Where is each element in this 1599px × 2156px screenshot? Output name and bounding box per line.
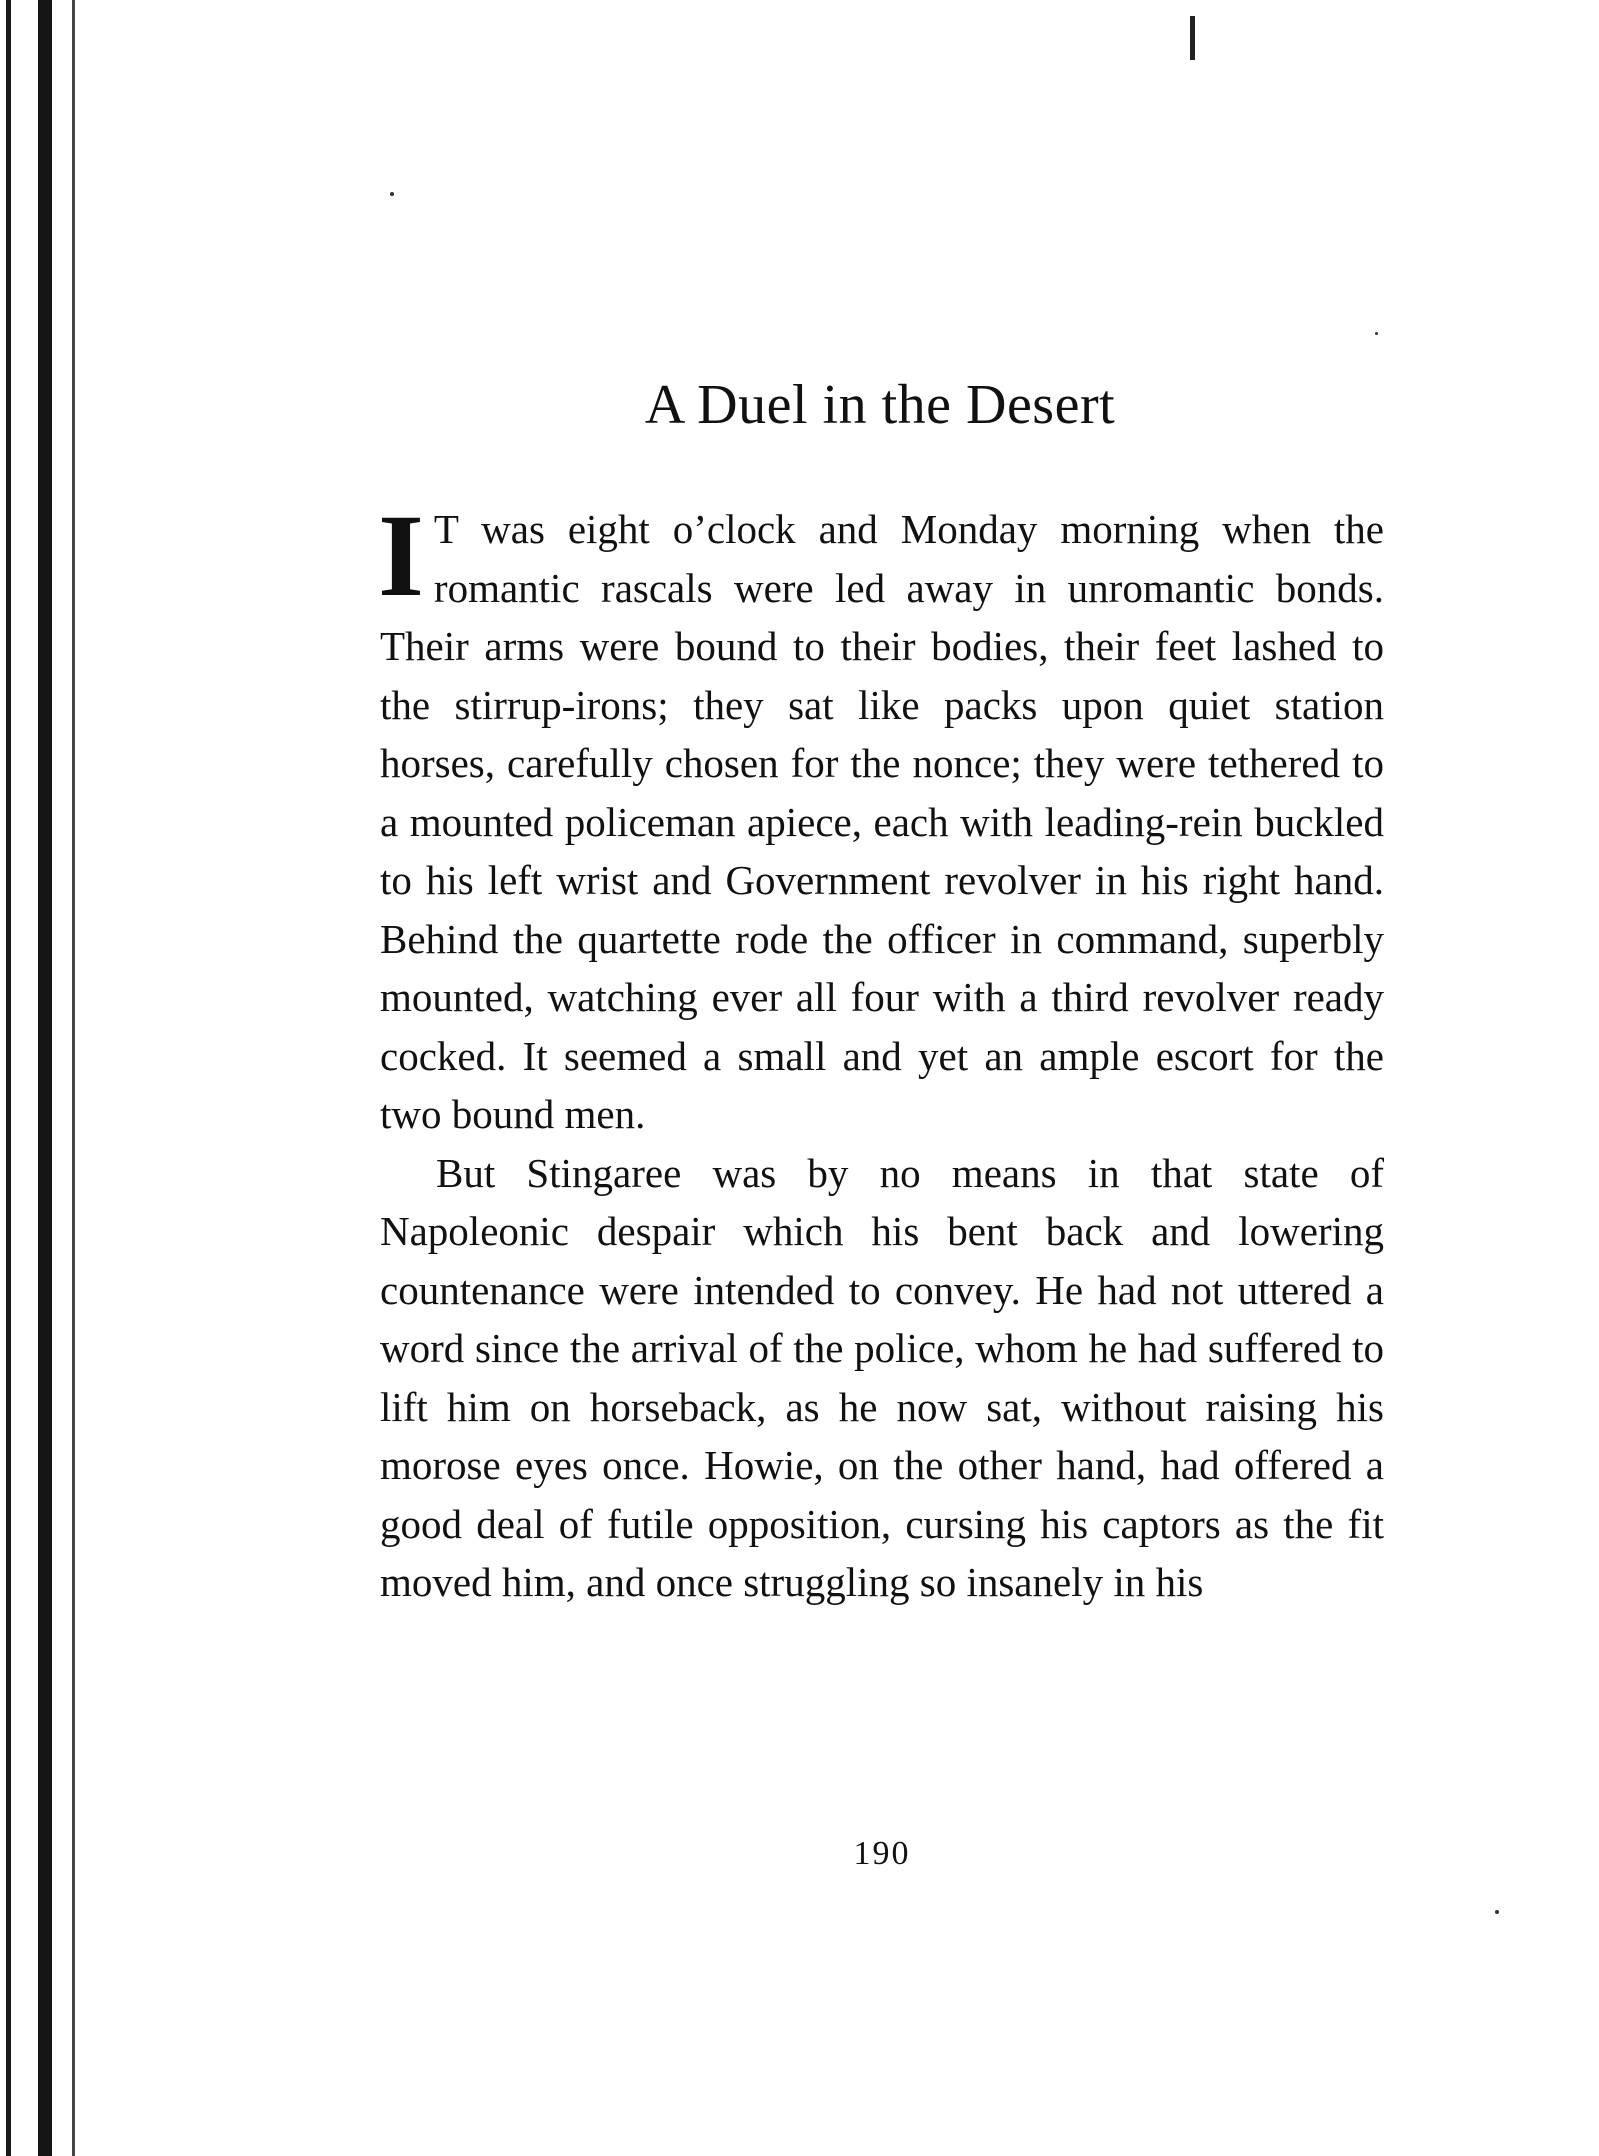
paragraph-2 — [380, 1144, 1384, 1612]
binding-line-inner — [38, 0, 52, 2156]
chapter-body — [378, 490, 1384, 1612]
paragraph-2-text: But Stingaree was by no means in that state of Napoleonic despair which his bent back and lowering countenance were intended to convey. He had not uttered a word since the arrival of the police, whom he had suffered to lift him on horseback, as he now sat, without raising his morose eyes once. Howie, on the other hand, had offered a good deal of futile opposition, cursing his captors as the fit moved him, and once struggling so insanely in his — [380, 1149, 1384, 1605]
paragraph-1 — [378, 490, 1384, 1144]
speck-bottom-right — [1495, 1910, 1499, 1914]
drop-cap: I — [378, 490, 424, 621]
binding-line-outer — [6, 0, 11, 2156]
top-page-mark — [1190, 16, 1195, 60]
speck-right — [1375, 332, 1378, 335]
paragraph-1-text: T was eight o’clock and Monday morning when the romantic rascals were led away in unromantic bonds. Their arms were bound to their bodies, their feet lashed to the stirrup-irons; they sat like packs upon quiet station horses, carefully chosen for the nonce; they were tethered to a mounted policeman apiece, each with leading-rein buckled to his left wrist and Government revolver in his right hand. Behind the quartette rode the officer in command, superbly mounted, watching ever all four with a third revolver ready cocked. It seemed a small and yet an ample escort for the two bound men. — [380, 506, 1384, 1137]
speck-top-left — [390, 192, 394, 196]
binding-edge — [0, 0, 90, 2156]
binding-line-thin — [72, 0, 75, 2156]
chapter-title: A Duel in the Desert — [644, 374, 1116, 436]
page-number: 190 — [853, 1835, 911, 1872]
